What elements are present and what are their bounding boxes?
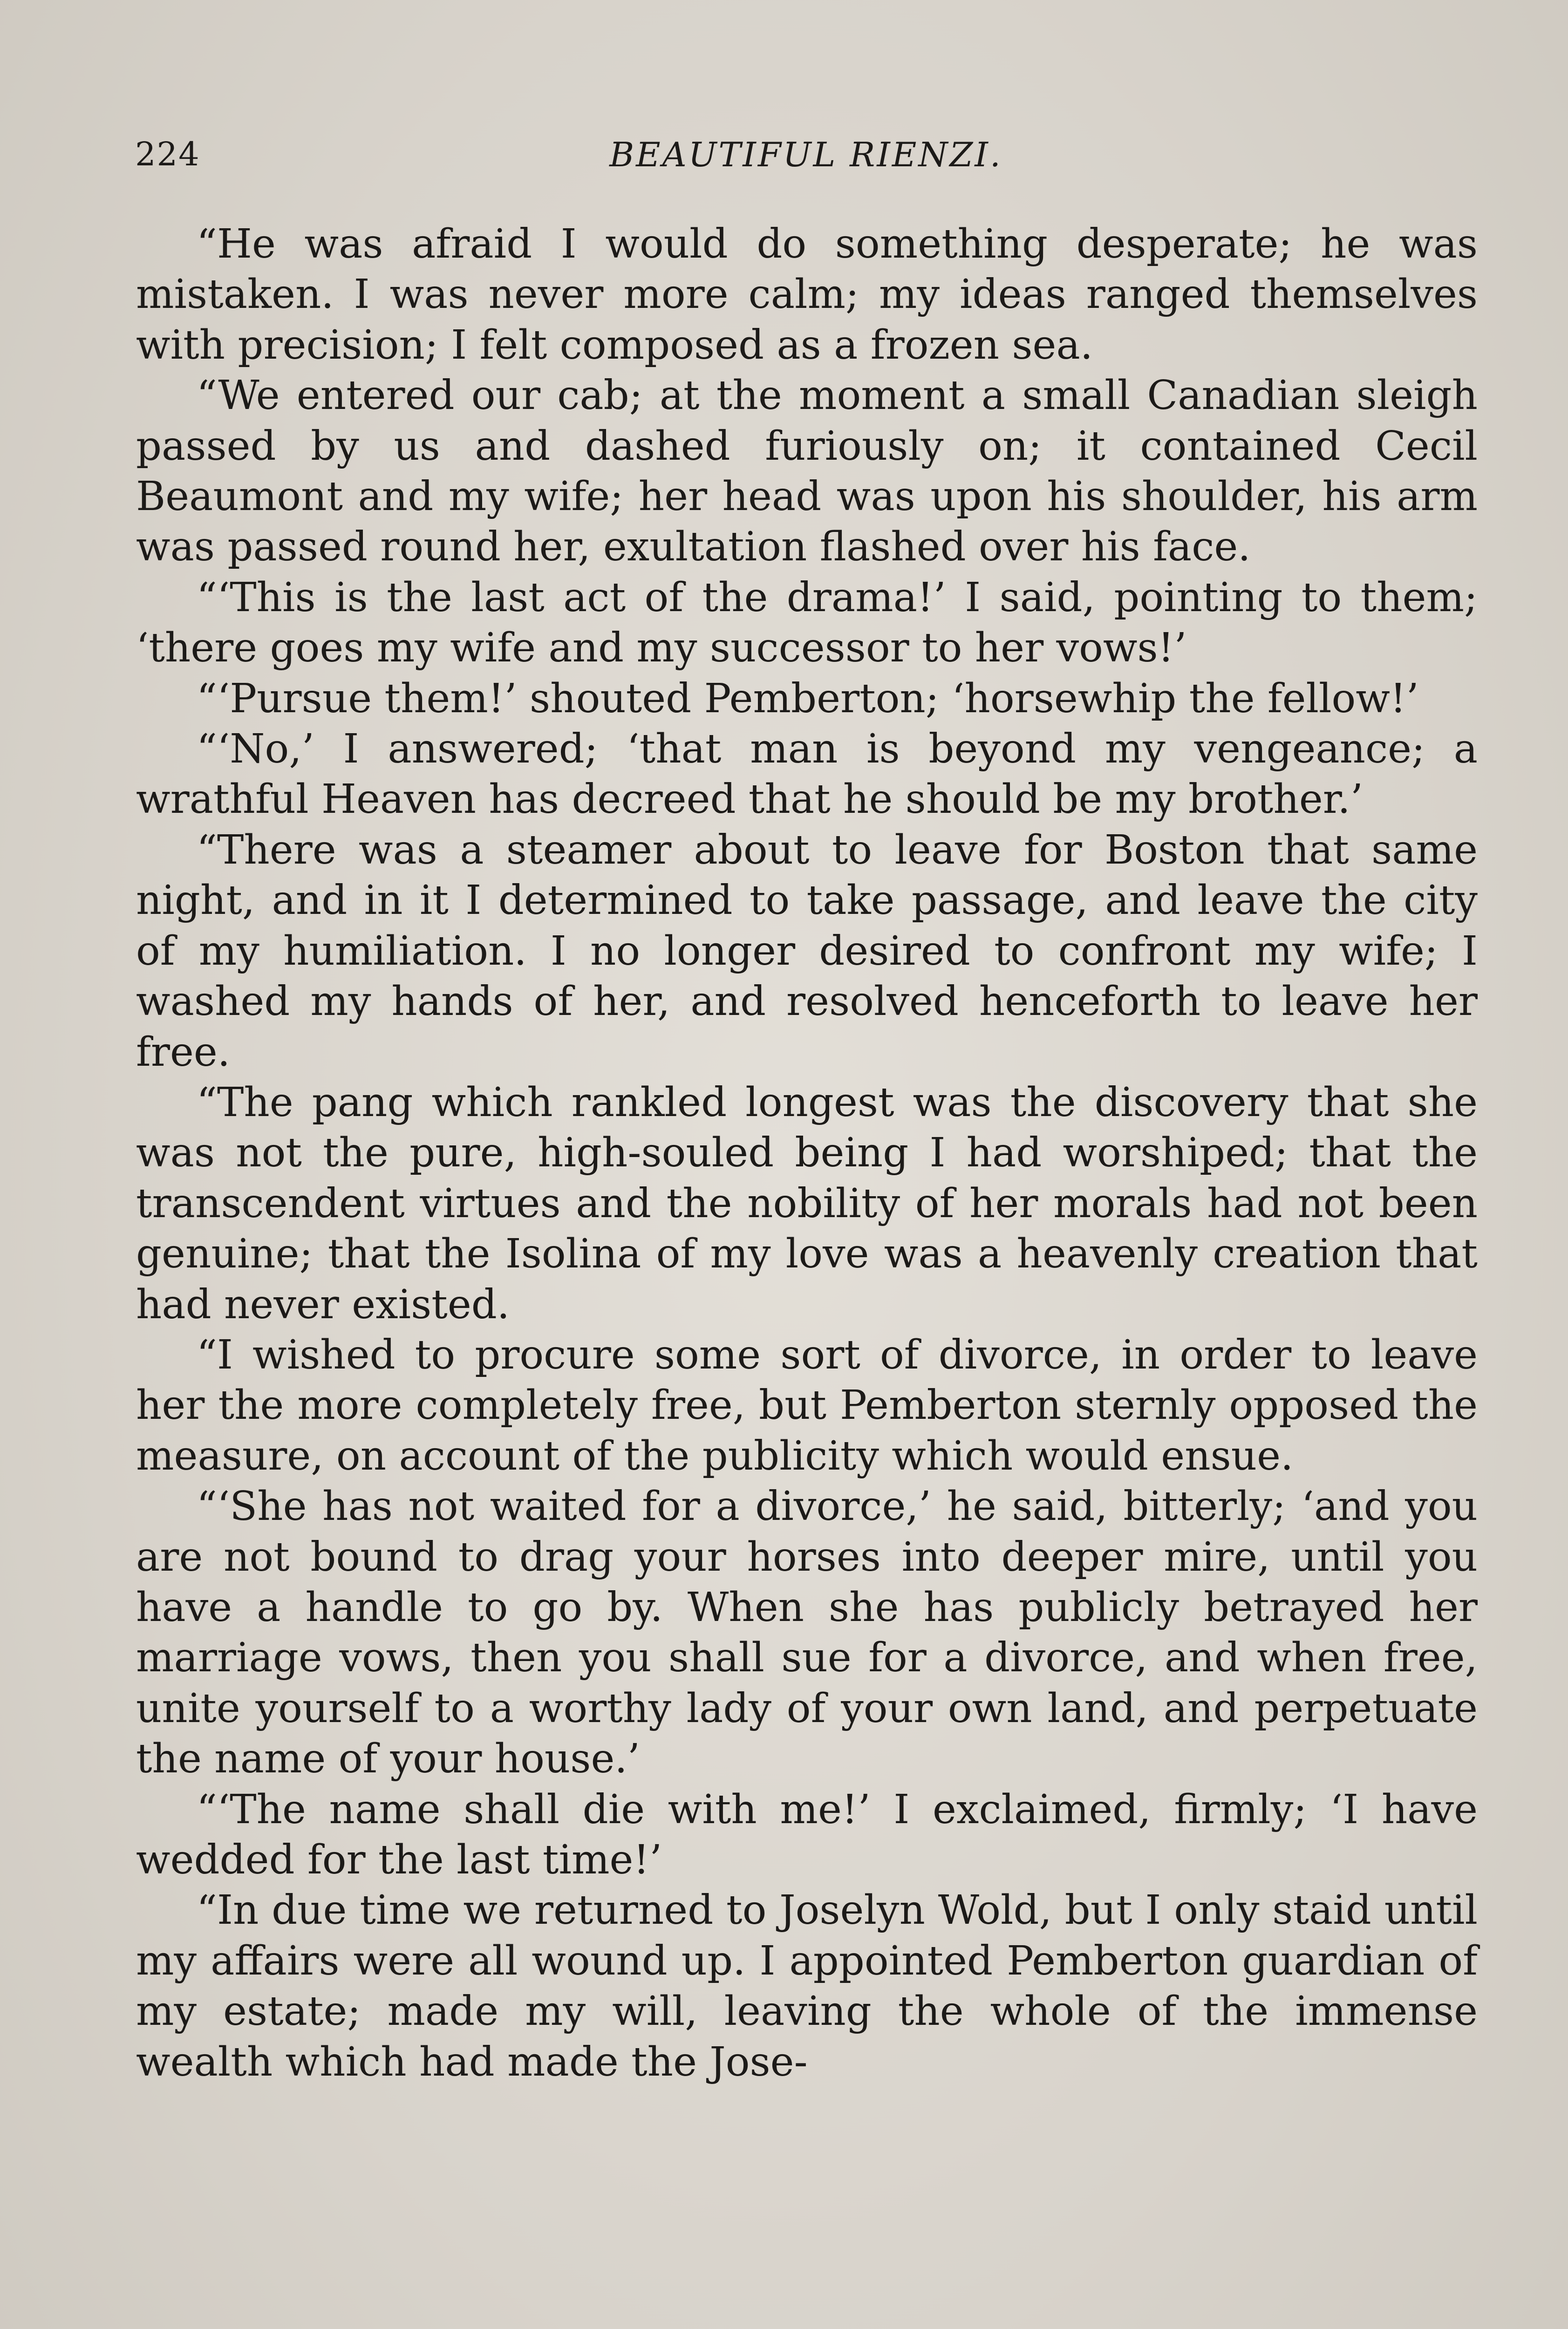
paragraph: “‘She has not waited for a divorce,’ he said, bitterly; ‘and you are not bound to drag your horses into deeper mire, until you have a handle to go by. When she has publicly betrayed her marriage vows, then you shall sue for a divorce, and when free, unite yourself to a worthy lady of your own land, and perpetuate the name of your house.’ xyxy=(136,1483,1478,1783)
paragraph: “We entered our cab; at the moment a small Canadian sleigh passed by us and dashed furiously on; it contained Cecil Beaumont and my wife; her head was upon his shoulder, his arm was passed round her, exultation flashed over his face. xyxy=(136,372,1478,571)
paragraph: “In due time we returned to Joselyn Wold, but I only staid until my affairs were all wound up. I appointed Pemberton guardian of my estate; made my will, leaving the whole of the immense wealth which had made the Jose- xyxy=(136,1887,1478,2085)
paragraph: “‘The name shall die with me!’ I exclaimed, firmly; ‘I have wedded for the last time!’ xyxy=(136,1786,1478,1883)
paragraph: “‘Pursue them!’ shouted Pemberton; ‘horsewhip the fellow!’ xyxy=(197,675,1419,722)
paragraph: “‘This is the last act of the drama!’ I said, pointing to them; ‘there goes my wife and my successor to her vows!’ xyxy=(136,574,1478,672)
page-header xyxy=(135,135,1477,186)
body-text xyxy=(136,219,1478,2087)
paragraph: “There was a steamer about to leave for Boston that same night, and in it I determined to take passage, and leave the city of my humiliation. I no longer desired to confront my wife; I washed my hands of her, and resolved henceforth to leave her free. xyxy=(136,826,1478,1076)
paragraph: “‘No,’ I answered; ‘that man is beyond my vengeance; a wrathful Heaven has decreed that he should be my brother.’ xyxy=(136,726,1478,823)
paragraph: “The pang which rankled longest was the discovery that she was not the pure, high-souled being I had worshiped; that the transcendent virtues and the nobility of her morals had not been genuine; that the Isolina of my love was a heavenly creation that had never existed. xyxy=(136,1079,1478,1328)
page-number: 224 xyxy=(135,135,200,173)
paragraph: “I wished to procure some sort of divorce, in order to leave her the more completely free, but Pemberton sternly opposed the measure, on account of the publicity which would ensue. xyxy=(136,1331,1478,1479)
paragraph: “He was afraid I would do something desperate; he was mistaken. I was never more calm; my ideas ranged themselves with precision; I felt composed as a frozen sea. xyxy=(136,221,1478,368)
running-title: BEAUTIFUL RIENZI. xyxy=(609,135,1002,174)
